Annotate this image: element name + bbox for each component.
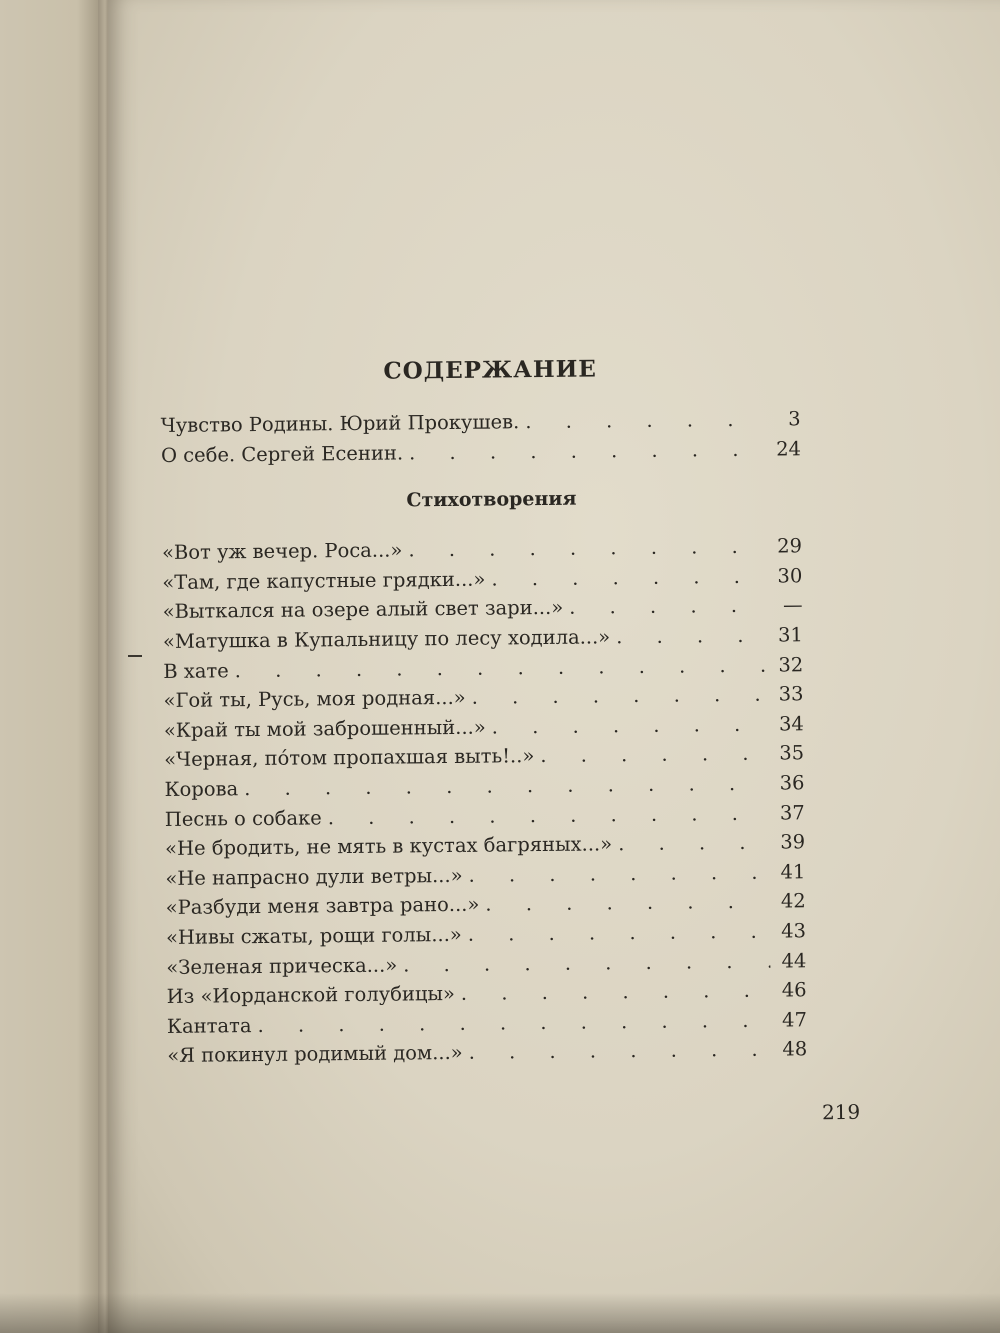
entry-title: В хате	[163, 658, 229, 683]
dot-leader	[491, 561, 766, 593]
dot-leader	[492, 709, 768, 741]
dot-leader	[403, 946, 770, 979]
entry-page: 32	[778, 652, 804, 677]
entry-page: 39	[780, 830, 806, 854]
entry-title: Из «Иорданской голубицы»	[166, 982, 455, 1009]
entry-page: 48	[782, 1037, 808, 1061]
margin-mark	[128, 655, 142, 657]
entry-title: «Зеленая прическа...»	[166, 953, 398, 979]
bottom-shadow	[0, 1293, 1000, 1333]
toc-entry	[161, 434, 801, 470]
dot-leader	[540, 739, 768, 771]
poem-list	[162, 531, 808, 1070]
entry-page: 42	[780, 889, 806, 913]
dot-leader	[468, 917, 771, 950]
entry-title: «Край ты мой заброшенный...»	[163, 715, 486, 742]
entry-title: «Вот уж вечер. Роса...»	[161, 538, 403, 565]
entry-title: «Гой ты, Русь, моя родная...»	[163, 685, 466, 713]
entry-page: 43	[781, 919, 807, 943]
entry-page: 46	[781, 978, 807, 1002]
entry-page: 37	[779, 800, 805, 825]
entry-page: —	[782, 593, 803, 617]
entry-title: Корова	[164, 777, 239, 801]
dot-leader	[616, 621, 767, 652]
dot-leader	[461, 976, 771, 1009]
entry-page: 31	[777, 623, 804, 647]
dot-leader	[469, 1035, 772, 1068]
dot-leader	[618, 828, 769, 859]
dot-leader	[328, 798, 769, 832]
dot-leader	[569, 591, 767, 623]
entry-title: «Я покинул родимый дом...»	[167, 1041, 463, 1068]
entry-title: О себе. Сергей Есенин.	[160, 441, 404, 467]
entry-title: «Не напрасно дули ветры...»	[165, 863, 463, 890]
entry-title: Кантата	[166, 1013, 252, 1038]
dot-leader	[485, 887, 770, 920]
toc-heading: СОДЕРЖАНИЕ	[383, 355, 598, 385]
dot-leader	[408, 532, 766, 565]
dot-leader	[472, 680, 768, 713]
entry-title: «Матушка в Купальницу по лесу ходила...»	[162, 625, 611, 653]
table-of-contents	[160, 353, 807, 1071]
entry-page: 34	[778, 712, 804, 736]
entry-title: «Нивы сжаты, рощи голы...»	[165, 922, 462, 949]
dot-leader	[409, 434, 765, 467]
entry-title: Песнь о собаке	[164, 805, 322, 831]
left-page-edge	[0, 0, 110, 1333]
entry-page: 24	[776, 436, 802, 461]
entry-page: 33	[778, 682, 804, 706]
entry-title: «Там, где капустные грядки...»	[162, 567, 486, 594]
entry-page: 44	[781, 948, 807, 973]
entry-title: «Разбуди меня завтра рано...»	[165, 892, 480, 920]
intro-list	[161, 404, 802, 470]
entry-title: «Выткался на озере алый свет зари...»	[162, 596, 564, 624]
entry-page: 47	[781, 1007, 808, 1032]
dot-leader	[525, 405, 765, 437]
dot-leader	[468, 857, 769, 890]
entry-page: 41	[780, 859, 806, 884]
entry-page: 3	[788, 407, 801, 431]
entry-title: «Черная, по́том пропахшая выть!..»	[164, 744, 535, 772]
entry-title: Чувство Родины. Юрий Прокушев.	[160, 410, 520, 437]
entry-page: 36	[779, 771, 805, 795]
entry-page: 30	[777, 564, 803, 588]
entry-page: 29	[777, 534, 803, 558]
entry-page: 35	[779, 741, 805, 765]
page-number: 219	[821, 1099, 861, 1125]
entry-title: «Не бродить, не мять в кустах багряных...»	[164, 832, 613, 861]
section-heading: Стихотворения	[406, 487, 577, 512]
